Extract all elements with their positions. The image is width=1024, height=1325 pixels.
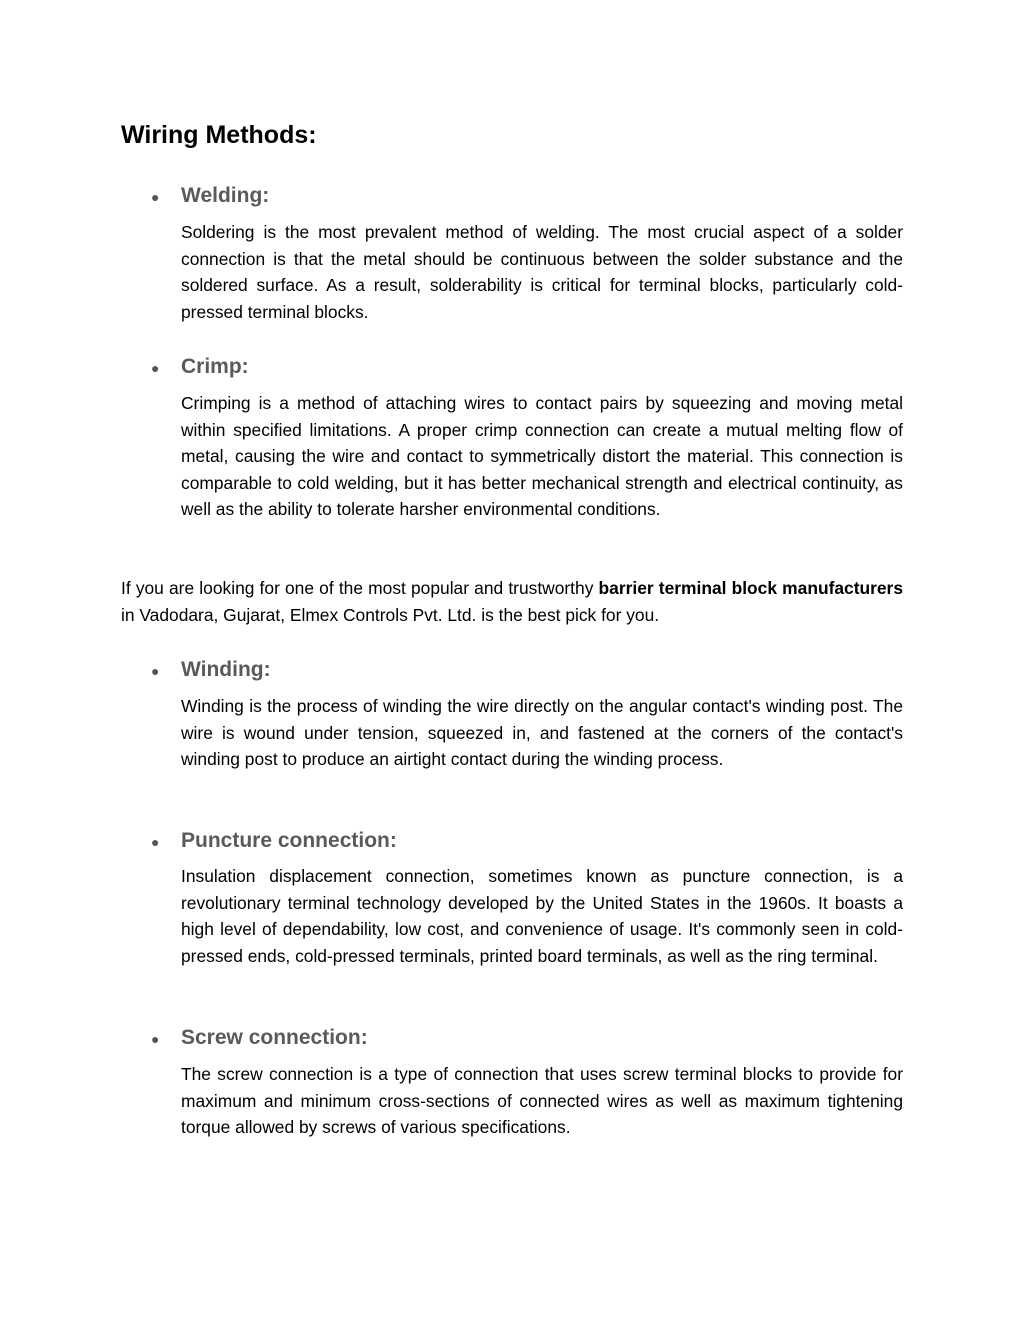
section-heading-crimp: Crimp: [181,355,249,378]
section-heading-screw-connection: Screw connection: [181,1026,368,1049]
promo-tail-text: in Vadodara, Gujarat, Elmex Controls Pvt. Ltd. is the best pick for you. [121,604,660,625]
bullet-icon: ● [151,834,160,850]
section-body-puncture-connection: Insulation displacement connection, sometimes known as puncture connection, is a revolutionary terminal technology developed by the United States in the 1960s. It boasts a high level of dependability, low cost, and convenience of usage. It's commonly seen in cold-pressed ends, cold-pressed terminals, printed board terminals, as well as the ring terminal. [181,866,903,966]
section-heading-puncture-connection: Puncture connection: [181,829,397,852]
bullet-icon: ● [151,1031,160,1047]
section-heading-winding: Winding: [181,658,271,681]
section-body-welding: Soldering is the most prevalent method of welding. The most crucial aspect of a solder connection is that the metal should be continuous between the solder substance and the soldered surface. As a result, solderability is critical for terminal blocks, particularly cold-pressed terminal blocks. [181,222,903,322]
page-title: Wiring Methods: [121,121,317,149]
section-body-screw-connection: The screw connection is a type of connection that uses screw terminal blocks to provide for maximum and minimum cross-sections of connected wires as well as maximum tightening torque allowed by screws of various specifications. [181,1064,903,1137]
section-body-winding: Winding is the process of winding the wire directly on the angular contact's winding post. The wire is wound under tension, squeezed in, and fastened at the corners of the contact's winding post to produce an airtight contact during the winding process. [181,696,903,769]
bullet-icon: ● [151,189,160,205]
promo-emphasis-text: barrier terminal block manufacturers [598,578,903,598]
promo-lead-text: If you are looking for one of the most popular and trustworthy [121,578,599,598]
section-body-crimp: Crimping is a method of attaching wires to contact pairs by squeezing and moving metal within specified limitations. A proper crimp connection can create a mutual melting flow of metal, causing the wire and contact to symmetrically distort the material. This connection is comparable to cold welding, but it has better mechanical strength and electrical continuity, as well as the ability to tolerate harsher environmental conditions. [181,393,903,519]
bullet-icon: ● [151,663,160,679]
bullet-icon: ● [151,360,160,376]
promo-paragraph [121,575,903,628]
section-heading-welding: Welding: [181,184,270,207]
